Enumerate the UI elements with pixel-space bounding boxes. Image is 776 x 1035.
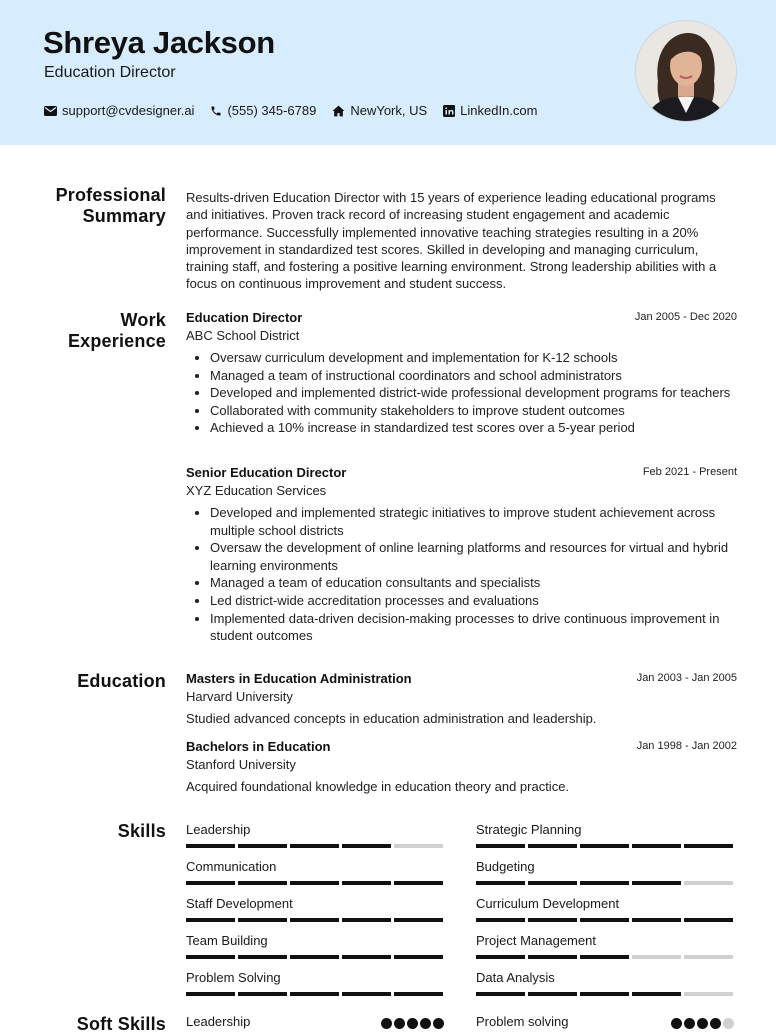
skill-level-segment [476, 844, 525, 848]
school-name: Harvard University [186, 689, 293, 704]
education-entry [186, 670, 737, 728]
skill-item [476, 858, 736, 885]
phone-text: (555) 345-6789 [227, 103, 317, 118]
skill-level-segment [238, 992, 287, 996]
skill-level-segment [528, 844, 577, 848]
skill-name: Strategic Planning [476, 822, 582, 837]
skill-level-segment [580, 844, 629, 848]
skill-level-bar [186, 992, 446, 996]
skill-item [186, 932, 446, 959]
skill-level-segment [238, 955, 287, 959]
portrait-image [636, 21, 736, 121]
skill-level-segment [290, 918, 339, 922]
skill-name: Team Building [186, 933, 268, 948]
skill-level-segment [342, 955, 391, 959]
summary-block [186, 189, 737, 293]
skill-level-segment [238, 881, 287, 885]
linkedin-text: LinkedIn.com [460, 103, 538, 118]
linkedin-icon [443, 105, 455, 117]
education-entry [186, 738, 737, 796]
skill-item [186, 821, 446, 848]
skill-level-segment [290, 881, 339, 885]
job-date: Feb 2021 - Present [642, 466, 737, 478]
skill-name: Communication [186, 859, 277, 874]
experience-entry [186, 464, 737, 645]
skill-level-bar [186, 881, 446, 885]
skill-item [476, 969, 736, 996]
skill-name: Project Management [476, 933, 596, 948]
skill-level-segment [394, 844, 443, 848]
degree-date: Jan 1998 - Jan 2002 [636, 740, 737, 752]
job-title: Senior Education Director [186, 465, 347, 480]
skill-level-bar [476, 992, 736, 996]
job-company: XYZ Education Services [186, 483, 327, 498]
candidate-title: Education Director [44, 64, 176, 81]
home-icon [332, 105, 345, 117]
skill-level-segment [394, 881, 443, 885]
skill-level-bar [476, 918, 736, 922]
job-bullet: • Oversaw the development of online learning platforms and resources for virtual and hybrid learning environments [210, 539, 737, 574]
skill-level-segment [528, 955, 577, 959]
skill-level-segment [684, 955, 733, 959]
candidate-name: Shreya Jackson [43, 25, 275, 60]
job-company: ABC School District [186, 328, 300, 343]
skill-level-segment [290, 992, 339, 996]
skill-level-segment [632, 881, 681, 885]
skill-item [476, 821, 736, 848]
skill-level-bar [476, 844, 736, 848]
job-bullet: • Managed a team of education consultants and specialists [210, 574, 737, 592]
summary-text: Results-driven Education Director with 15 years of experience leading educational programs and initiatives. Proven track record of increasing student engagement and academic performance. Successfully implemented innovative teaching strategies resulting in a 20% improvement in standardized test scores. Skilled in developing and managing curriculum, training staff, and fostering a positive learning environment. Strong leadership abilities with a focus on continuous improvement and student success. [186, 190, 717, 292]
degree-title: Masters in Education Administration [186, 671, 412, 686]
job-bullets [186, 504, 737, 645]
skill-level-segment [342, 844, 391, 848]
degree-description: Acquired foundational knowledge in education theory and practice. [186, 779, 570, 794]
degree-description: Studied advanced concepts in education administration and leadership. [186, 711, 597, 726]
location-text: NewYork, US [350, 103, 428, 118]
skill-level-segment [186, 881, 235, 885]
skill-name: Leadership [186, 822, 251, 837]
phone-icon [210, 105, 222, 117]
skill-level-segment [580, 918, 629, 922]
skill-level-bar [186, 955, 446, 959]
skill-level-bar [186, 844, 446, 848]
skill-level-segment [476, 992, 525, 996]
section-title-education: Education [77, 671, 166, 691]
resume-header [0, 0, 776, 145]
job-bullet: • Developed and implemented strategic initiatives to improve student achievement across multiple school districts [210, 504, 737, 539]
contact-phone[interactable] [210, 102, 316, 120]
skill-level-segment [528, 992, 577, 996]
skill-name: Curriculum Development [476, 896, 620, 911]
job-bullet: • Collaborated with community stakeholders to improve student outcomes [210, 402, 737, 420]
skill-name: Data Analysis [476, 970, 555, 985]
skill-level-segment [580, 955, 629, 959]
skill-name: Problem Solving [186, 970, 281, 985]
job-title: Education Director [186, 310, 303, 325]
skill-level-segment [186, 844, 235, 848]
skill-level-bar [476, 955, 736, 959]
skill-level-segment [476, 918, 525, 922]
job-bullet: • Implemented data-driven decision-making processes to drive continuous improvement in student outcomes [210, 610, 737, 645]
job-bullet: • Achieved a 10% increase in standardized test scores over a 5-year period [210, 419, 737, 437]
job-bullets [186, 349, 737, 437]
skill-level-segment [342, 881, 391, 885]
skill-item [186, 895, 446, 922]
skill-level-segment [238, 918, 287, 922]
email-text: support@cvdesigner.ai [62, 103, 195, 118]
skill-level-segment [684, 992, 733, 996]
skill-item [476, 932, 736, 959]
skill-level-segment [186, 918, 235, 922]
skill-item [476, 895, 736, 922]
skill-level-segment [394, 955, 443, 959]
profile-photo [635, 20, 737, 122]
skill-level-segment [394, 918, 443, 922]
skill-level-segment [632, 918, 681, 922]
skill-level-bar [186, 918, 446, 922]
contact-row [44, 102, 554, 120]
skill-level-segment [528, 918, 577, 922]
job-bullet: • Oversaw curriculum development and implementation for K-12 schools [210, 349, 737, 367]
skill-level-segment [684, 881, 733, 885]
skill-level-segment [342, 992, 391, 996]
skill-level-segment [290, 955, 339, 959]
skill-level-segment [186, 992, 235, 996]
job-bullet: • Developed and implemented district-wide professional development programs for teachers [210, 384, 737, 402]
skill-name: Budgeting [476, 859, 535, 874]
job-bullet: • Led district-wide accreditation processes and evaluations [210, 592, 737, 610]
skill-level-segment [684, 844, 733, 848]
contact-linkedin[interactable] [443, 102, 537, 120]
soft-skill-name: Problem solving [476, 1014, 569, 1029]
skill-level-segment [632, 992, 681, 996]
skill-level-segment [342, 918, 391, 922]
skill-level-bar [476, 881, 736, 885]
skill-level-segment [476, 881, 525, 885]
skill-item [186, 969, 446, 996]
skill-level-segment [580, 881, 629, 885]
skill-level-segment [238, 844, 287, 848]
school-name: Stanford University [186, 757, 296, 772]
skill-item [186, 858, 446, 885]
degree-date: Jan 2003 - Jan 2005 [636, 672, 737, 684]
skill-level-segment [684, 918, 733, 922]
degree-title: Bachelors in Education [186, 739, 331, 754]
skill-level-segment [290, 844, 339, 848]
section-title-soft-skills: Soft Skills [76, 1014, 166, 1034]
contact-email[interactable] [44, 102, 194, 120]
skill-level-segment [580, 992, 629, 996]
skill-level-segment [186, 955, 235, 959]
section-title-summary: Professional Summary [55, 185, 166, 226]
skill-level-segment [476, 955, 525, 959]
soft-skill-name: Leadership [186, 1014, 251, 1029]
skill-name: Staff Development [186, 896, 293, 911]
skill-level-segment [632, 955, 681, 959]
skill-level-segment [394, 992, 443, 996]
section-title-skills: Skills [117, 821, 166, 841]
skill-level-segment [528, 881, 577, 885]
job-date: Jan 2005 - Dec 2020 [634, 311, 737, 323]
envelope-icon [44, 106, 57, 116]
section-title-experience: Work Experience [67, 310, 166, 351]
skill-level-segment [632, 844, 681, 848]
job-bullet: • Managed a team of instructional coordinators and school administrators [210, 367, 737, 385]
experience-entry [186, 309, 737, 437]
contact-location [332, 102, 427, 120]
